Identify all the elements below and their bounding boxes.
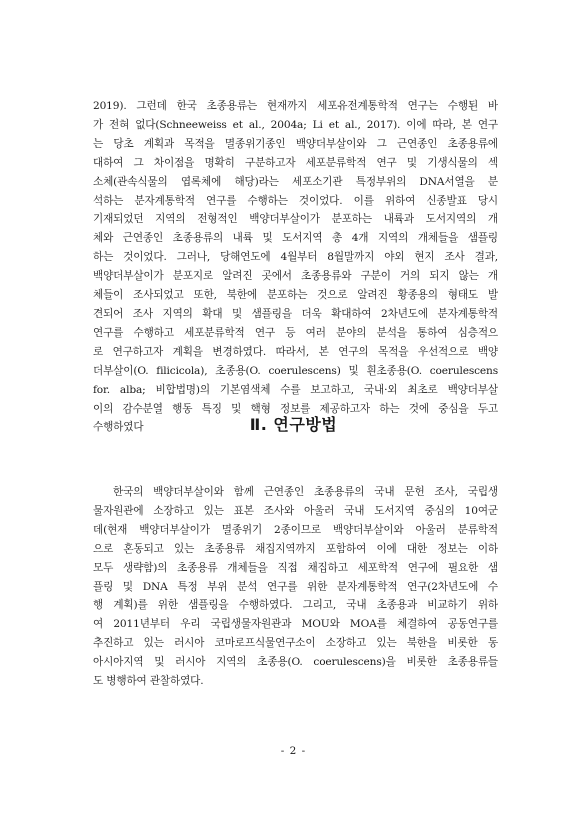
text-line: 데(현재 백양더부살이가 멸종위기 2종이므로 백양더부살이와 아울러 분류학적: [93, 523, 498, 536]
text-line: 하는 것이었다. 그러나, 당해연도에 4월부터 8월말까지 야외 현지 조사 결과,: [93, 251, 498, 264]
text-line: 기재되었던 지역의 전형적인 백양더부살이가 분포하는 내륙과 도서지역의 개: [93, 213, 498, 226]
text-line: 는 당초 계획과 목적을 멸종위기종인 백양더부살이와 그 근연종인 초종용류에: [93, 137, 498, 150]
text-line: 더부살이(O. filicicola), 초종용(O. coerulescens) 및 흰초종용(O. coerulescens: [93, 364, 498, 377]
intro-paragraph: [93, 97, 498, 437]
text-line: 이의 감수분열 행동 특징 및 핵형 정보를 제공하고자 하는 것에 중심을 두고: [93, 402, 498, 415]
text-line: 체들이 조사되었고 또한, 북한에 분포하는 것으로 알려진 황종용의 형태도 발: [93, 289, 498, 302]
text-line: 모두 생략함)의 초종용류 개체들을 직접 채집하고 세포학적 연구에 필요한 샘: [93, 561, 498, 574]
text-line: 여 2011년부터 우리 국립생물자원관과 MOU와 MOA를 체결하여 공동연구를: [93, 618, 498, 631]
section-heading: Ⅱ. 연구방법: [249, 415, 338, 434]
text-line: 수행하였다: [93, 421, 144, 434]
text-line: 2019). 그런데 한국 초종용류는 현재까지 세포유전계통학적 연구는 수행된 바: [93, 100, 498, 112]
text-line: 대하여 그 차이점을 명확히 구분하고자 세포분류학적 연구 및 기생식물의 섹: [93, 156, 498, 169]
text-line: 으로 혼동되고 있는 초종용류 채집지역까지 포함하여 이에 대한 정보는 이하: [93, 542, 498, 555]
text-line: 추진하고 있는 러시아 코마로프식물연구소이 소장하고 있는 북한을 비롯한 동: [93, 637, 498, 650]
text-line: 로 연구하고자 계획을 변경하였다. 따라서, 본 연구의 목적을 우선적으로 백양: [93, 345, 498, 358]
text-line: 한국의 백양더부살이와 함께 근연종인 초종용류의 국내 문헌 조사, 국립생: [113, 486, 498, 498]
text-line: 행 계획)를 위한 샘플링을 수행하였다. 그리고, 국내 초종용과 비교하기 위하: [93, 599, 498, 612]
text-line: 석하는 분자계통학적 연구를 수행하는 것이었다. 이를 위하여 신종발표 당시: [93, 194, 498, 207]
text-line: for. alba; 비합법명)의 기본염색체 수를 보고하고, 국내·외 최초로 백양더부살: [93, 383, 498, 396]
text-line: 물자원관에 소장하고 있는 표본 조사와 아울러 국내 도서지역 중심의 10여군: [93, 504, 498, 517]
methods-paragraph: [93, 483, 498, 691]
text-line: 체와 근연종인 초종용류의 내륙 및 도서지역 총 4개 지역의 개체들을 샘플링: [93, 232, 498, 245]
text-line: 백양더부살이가 분포지로 알려진 곳에서 초종용류와 구분이 거의 되지 않는 개: [93, 270, 498, 283]
text-line: 가 전혀 없다(Schneeweiss et al., 2004a; Li et al., 2017). 이에 따라, 본 연구: [93, 118, 498, 131]
text-line: 도 병행하여 관찰하였다.: [93, 675, 204, 688]
text-line: 견되어 조사 지역의 확대 및 샘플링을 더욱 확대하여 2차년도에 분자계통학적: [93, 307, 498, 320]
text-line: 연구를 수행하고 세포분류학적 연구 등 여러 분야의 분석을 통하여 심층적으: [93, 326, 498, 339]
text-line: 아시아지역 및 러시아 지역의 초종용(O. coerulescens)을 비롯한 초종용류들: [93, 656, 498, 669]
text-line: 플링 및 DNA 특정 부위 분석 연구를 위한 분자계통학적 연구(2차년도에 수: [93, 580, 498, 593]
page-number: - 2 -: [280, 745, 307, 757]
text-line: 소체(관속식물의 엽록체에 해당)라는 세포소기관 특정부위의 DNA서열을 분: [93, 175, 498, 188]
